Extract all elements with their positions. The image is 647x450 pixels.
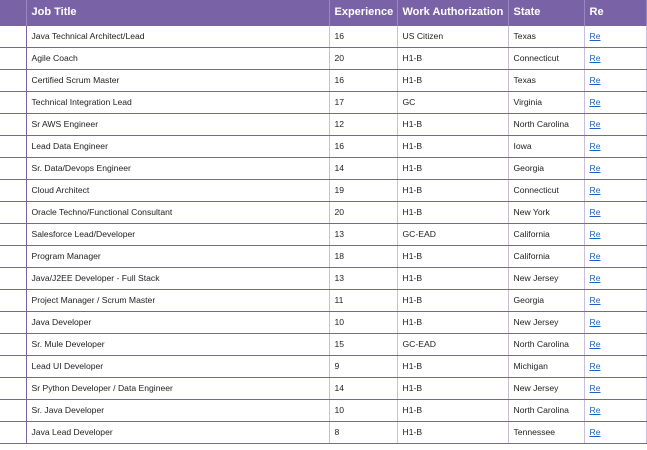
resume-cell bbox=[584, 399, 646, 421]
table-row bbox=[0, 135, 646, 157]
work-authorization-cell: H1-B bbox=[397, 47, 508, 69]
job-title-cell: Cloud Architect bbox=[26, 179, 329, 201]
work-authorization-cell: H1-B bbox=[397, 201, 508, 223]
experience-cell: 10 bbox=[329, 311, 397, 333]
resume-cell bbox=[584, 179, 646, 201]
resume-cell bbox=[584, 245, 646, 267]
resume-cell bbox=[584, 223, 646, 245]
row-index-cell bbox=[0, 311, 26, 333]
experience-cell: 20 bbox=[329, 201, 397, 223]
work-authorization-cell: H1-B bbox=[397, 245, 508, 267]
experience-cell: 9 bbox=[329, 355, 397, 377]
experience-cell: 13 bbox=[329, 267, 397, 289]
row-index-cell bbox=[0, 25, 26, 47]
job-title-cell: Java Developer bbox=[26, 311, 329, 333]
resume-link[interactable]: Re bbox=[589, 339, 601, 349]
work-authorization-cell: H1-B bbox=[397, 69, 508, 91]
row-index-cell bbox=[0, 289, 26, 311]
state-cell: Virginia bbox=[508, 91, 584, 113]
table-row bbox=[0, 333, 646, 355]
row-index-cell bbox=[0, 377, 26, 399]
work-authorization-cell: H1-B bbox=[397, 135, 508, 157]
state-cell: Michigan bbox=[508, 355, 584, 377]
resume-link[interactable]: Re bbox=[589, 207, 601, 217]
resume-cell bbox=[584, 135, 646, 157]
resume-link[interactable]: Re bbox=[589, 75, 601, 85]
job-title-cell: Sr. Data/Devops Engineer bbox=[26, 157, 329, 179]
table-row bbox=[0, 289, 646, 311]
table-body bbox=[0, 25, 646, 443]
experience-cell: 16 bbox=[329, 25, 397, 47]
header-state: State bbox=[508, 0, 584, 25]
resume-link[interactable]: Re bbox=[589, 229, 601, 239]
state-cell: North Carolina bbox=[508, 113, 584, 135]
row-index-cell bbox=[0, 47, 26, 69]
resume-cell bbox=[584, 91, 646, 113]
resume-cell bbox=[584, 69, 646, 91]
row-index-cell bbox=[0, 113, 26, 135]
job-title-cell: Project Manager / Scrum Master bbox=[26, 289, 329, 311]
job-title-cell: Technical Integration Lead bbox=[26, 91, 329, 113]
work-authorization-cell: GC-EAD bbox=[397, 223, 508, 245]
resume-link[interactable]: Re bbox=[589, 405, 601, 415]
state-cell: New Jersey bbox=[508, 377, 584, 399]
state-cell: California bbox=[508, 223, 584, 245]
state-cell: North Carolina bbox=[508, 399, 584, 421]
experience-cell: 15 bbox=[329, 333, 397, 355]
state-cell: Iowa bbox=[508, 135, 584, 157]
experience-cell: 10 bbox=[329, 399, 397, 421]
work-authorization-cell: H1-B bbox=[397, 399, 508, 421]
job-title-cell: Lead Data Engineer bbox=[26, 135, 329, 157]
table-row bbox=[0, 223, 646, 245]
state-cell: New York bbox=[508, 201, 584, 223]
resume-cell bbox=[584, 157, 646, 179]
state-cell: Texas bbox=[508, 69, 584, 91]
table-row bbox=[0, 399, 646, 421]
resume-cell bbox=[584, 47, 646, 69]
resume-cell bbox=[584, 421, 646, 443]
state-cell: Texas bbox=[508, 25, 584, 47]
header-work-authorization: Work Authorization bbox=[397, 0, 508, 25]
experience-cell: 19 bbox=[329, 179, 397, 201]
row-index-cell bbox=[0, 179, 26, 201]
resume-link[interactable]: Re bbox=[589, 97, 601, 107]
row-index-cell bbox=[0, 69, 26, 91]
table-row bbox=[0, 311, 646, 333]
header-index bbox=[0, 0, 26, 25]
job-title-cell: Oracle Techno/Functional Consultant bbox=[26, 201, 329, 223]
resume-cell bbox=[584, 267, 646, 289]
resume-cell bbox=[584, 355, 646, 377]
state-cell: Connecticut bbox=[508, 179, 584, 201]
work-authorization-cell: H1-B bbox=[397, 311, 508, 333]
work-authorization-cell: H1-B bbox=[397, 113, 508, 135]
work-authorization-cell: H1-B bbox=[397, 355, 508, 377]
state-cell: Connecticut bbox=[508, 47, 584, 69]
resume-cell bbox=[584, 113, 646, 135]
experience-cell: 16 bbox=[329, 69, 397, 91]
job-title-cell: Java Lead Developer bbox=[26, 421, 329, 443]
resume-link[interactable]: Re bbox=[589, 427, 601, 437]
row-index-cell bbox=[0, 201, 26, 223]
table-row bbox=[0, 47, 646, 69]
row-index-cell bbox=[0, 355, 26, 377]
job-title-cell: Sr. Java Developer bbox=[26, 399, 329, 421]
resume-link[interactable]: Re bbox=[589, 53, 601, 63]
job-title-cell: Sr. Mule Developer bbox=[26, 333, 329, 355]
resume-cell bbox=[584, 311, 646, 333]
experience-cell: 20 bbox=[329, 47, 397, 69]
state-cell: California bbox=[508, 245, 584, 267]
resume-cell bbox=[584, 201, 646, 223]
row-index-cell bbox=[0, 267, 26, 289]
resume-link[interactable]: Re bbox=[589, 141, 601, 151]
experience-cell: 17 bbox=[329, 91, 397, 113]
resume-cell bbox=[584, 333, 646, 355]
job-title-cell: Sr AWS Engineer bbox=[26, 113, 329, 135]
resume-link[interactable]: Re bbox=[589, 383, 601, 393]
state-cell: North Carolina bbox=[508, 333, 584, 355]
job-title-cell: Program Manager bbox=[26, 245, 329, 267]
experience-cell: 8 bbox=[329, 421, 397, 443]
table-row bbox=[0, 25, 646, 47]
experience-cell: 14 bbox=[329, 377, 397, 399]
work-authorization-cell: US Citizen bbox=[397, 25, 508, 47]
header-experience: Experience bbox=[329, 0, 397, 25]
state-cell: New Jersey bbox=[508, 311, 584, 333]
work-authorization-cell: H1-B bbox=[397, 179, 508, 201]
work-authorization-cell: H1-B bbox=[397, 377, 508, 399]
table-row bbox=[0, 245, 646, 267]
experience-cell: 16 bbox=[329, 135, 397, 157]
experience-cell: 13 bbox=[329, 223, 397, 245]
job-title-cell: Sr Python Developer / Data Engineer bbox=[26, 377, 329, 399]
table-row bbox=[0, 377, 646, 399]
resume-link[interactable]: Re bbox=[589, 185, 601, 195]
row-index-cell bbox=[0, 91, 26, 113]
resume-link[interactable]: Re bbox=[589, 163, 601, 173]
job-title-cell: Agile Coach bbox=[26, 47, 329, 69]
table-row bbox=[0, 267, 646, 289]
resume-link[interactable]: Re bbox=[589, 251, 601, 261]
resume-link[interactable]: Re bbox=[589, 317, 601, 327]
resume-cell bbox=[584, 377, 646, 399]
row-index-cell bbox=[0, 333, 26, 355]
table-row bbox=[0, 91, 646, 113]
row-index-cell bbox=[0, 223, 26, 245]
table-header bbox=[0, 0, 646, 25]
table-row bbox=[0, 201, 646, 223]
table-row bbox=[0, 157, 646, 179]
row-index-cell bbox=[0, 399, 26, 421]
state-cell: Georgia bbox=[508, 157, 584, 179]
resume-cell bbox=[584, 289, 646, 311]
header-resume: Re bbox=[584, 0, 646, 25]
work-authorization-cell: H1-B bbox=[397, 267, 508, 289]
job-title-cell: Lead UI Developer bbox=[26, 355, 329, 377]
job-title-cell: Java Technical Architect/Lead bbox=[26, 25, 329, 47]
work-authorization-cell: H1-B bbox=[397, 421, 508, 443]
state-cell: Tennessee bbox=[508, 421, 584, 443]
resume-link[interactable]: Re bbox=[589, 295, 601, 305]
job-title-cell: Salesforce Lead/Developer bbox=[26, 223, 329, 245]
work-authorization-cell: GC-EAD bbox=[397, 333, 508, 355]
table-row bbox=[0, 179, 646, 201]
resume-cell bbox=[584, 25, 646, 47]
resume-link[interactable]: Re bbox=[589, 273, 601, 283]
row-index-cell bbox=[0, 157, 26, 179]
resume-link[interactable]: Re bbox=[589, 119, 601, 129]
job-title-cell: Java/J2EE Developer - Full Stack bbox=[26, 267, 329, 289]
job-title-cell: Certified Scrum Master bbox=[26, 69, 329, 91]
experience-cell: 14 bbox=[329, 157, 397, 179]
row-index-cell bbox=[0, 245, 26, 267]
work-authorization-cell: H1-B bbox=[397, 289, 508, 311]
work-authorization-cell: H1-B bbox=[397, 157, 508, 179]
header-row bbox=[0, 0, 646, 25]
table-row bbox=[0, 113, 646, 135]
header-job-title: Job Title bbox=[26, 0, 329, 25]
experience-cell: 18 bbox=[329, 245, 397, 267]
resume-link[interactable]: Re bbox=[589, 31, 601, 41]
experience-cell: 12 bbox=[329, 113, 397, 135]
row-index-cell bbox=[0, 421, 26, 443]
resume-link[interactable]: Re bbox=[589, 361, 601, 371]
work-authorization-cell: GC bbox=[397, 91, 508, 113]
experience-cell: 11 bbox=[329, 289, 397, 311]
state-cell: Georgia bbox=[508, 289, 584, 311]
table-row bbox=[0, 421, 646, 443]
row-index-cell bbox=[0, 135, 26, 157]
state-cell: New Jersey bbox=[508, 267, 584, 289]
table-row bbox=[0, 69, 646, 91]
table-row bbox=[0, 355, 646, 377]
